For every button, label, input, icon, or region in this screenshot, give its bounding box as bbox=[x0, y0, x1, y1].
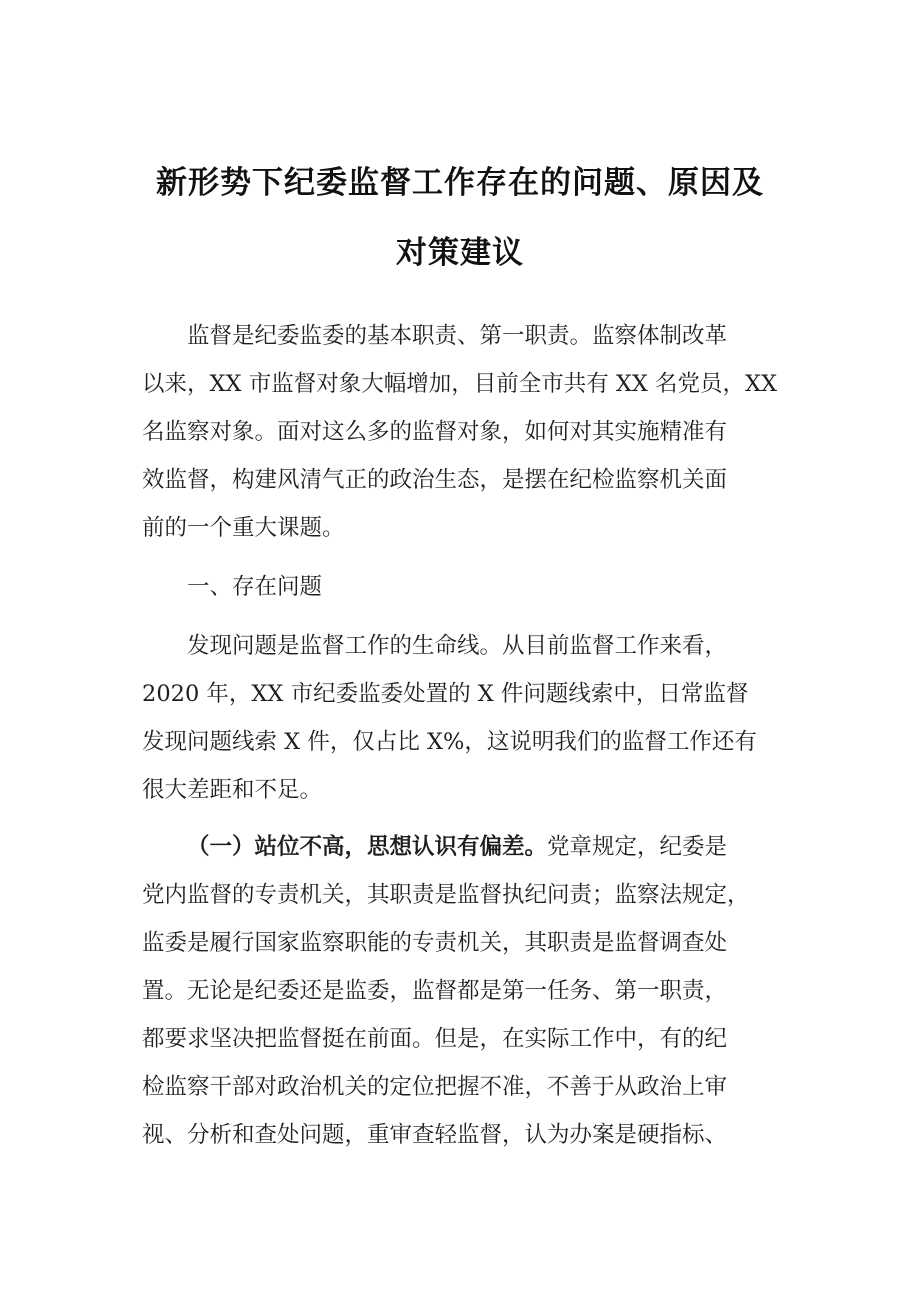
subsection-paragraph bbox=[142, 823, 782, 1159]
document-title-line-2: 对策建议 bbox=[396, 235, 524, 271]
subsection-first-line-rest: 党章规定，纪委是 bbox=[547, 834, 728, 860]
subsection-lead: （一）站位不高，思想认识有偏差。 bbox=[187, 834, 548, 860]
subsection-line-2: 党内监督的专责机关，其职责是监督执纪问责；监察法规定， bbox=[142, 882, 750, 908]
intro-line-1: 监督是纪委监委的基本职责、第一职责。监察体制改革 bbox=[187, 323, 728, 349]
subsection-line-5: 都要求坚决把监督挺在前面。但是，在实际工作中，有的纪 bbox=[142, 1026, 728, 1052]
subsection-line-4: 置。无论是纪委还是监委，监督都是第一任务、第一职责， bbox=[142, 978, 728, 1004]
intro-paragraph bbox=[142, 312, 782, 552]
problems-intro-paragraph bbox=[142, 622, 782, 814]
subsection-first-line bbox=[142, 823, 782, 871]
document-title-line-1: 新形势下纪委监督工作存在的问题、原因及 bbox=[156, 165, 764, 201]
subsection-line-6: 检监察干部对政治机关的定位把握不准，不善于从政治上审 bbox=[142, 1074, 728, 1100]
section-heading-block bbox=[142, 563, 782, 611]
subsection-line-3: 监委是履行国家监察职能的专责机关，其职责是监督调查处 bbox=[142, 930, 728, 956]
problems-intro-line-2: 2020 年，XX 市纪委监委处置的 X 件问题线索中，日常监督 bbox=[142, 681, 749, 707]
intro-line-4: 效监督，构建风清气正的政治生态，是摆在纪检监察机关面 bbox=[142, 467, 728, 493]
intro-line-3: 名监察对象。面对这么多的监督对象，如何对其实施精准有 bbox=[142, 419, 728, 445]
intro-line-2: 以来，XX 市监督对象大幅增加，目前全市共有 XX 名党员，XX bbox=[142, 371, 778, 397]
subsection-line-7: 视、分析和查处问题，重审查轻监督，认为办案是硬指标、 bbox=[142, 1122, 728, 1148]
intro-line-5: 前的一个重大课题。 bbox=[142, 515, 345, 541]
section-heading: 一、存在问题 bbox=[187, 574, 323, 600]
problems-intro-line-3: 发现问题线索 X 件，仅占比 X%，这说明我们的监督工作还有 bbox=[142, 729, 757, 755]
problems-intro-line-1: 发现问题是监督工作的生命线。从目前监督工作来看， bbox=[187, 633, 728, 659]
problems-intro-line-4: 很大差距和不足。 bbox=[142, 777, 323, 803]
